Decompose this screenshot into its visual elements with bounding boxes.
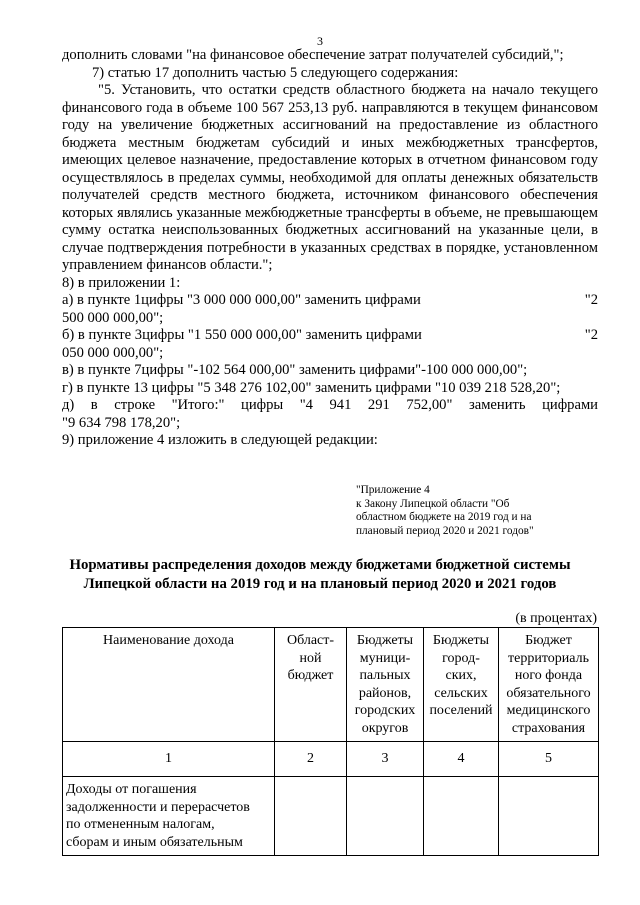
header-regional-budget (275, 628, 347, 742)
subitem-v: в) в пункте 7цифры "-102 564 000,00" заменить цифрами"-100 000 000,00"; (62, 362, 528, 378)
unit-note: (в процентах) (515, 611, 597, 626)
header-municipal-budgets (347, 628, 424, 742)
title-line: Нормативы распределения доходов между бюджетами бюджетной системы (69, 557, 571, 573)
paragraph-item-9: 9) приложение 4 изложить в следующей редакции: (62, 432, 378, 448)
empty-cell (499, 777, 599, 856)
appendix-line: плановый период 2020 и 2021 годов" (356, 524, 534, 537)
subitem-a (62, 292, 598, 310)
table-row (63, 777, 599, 856)
header-text: Бюджет территориаль ного фонда обязательного медицинского страхования (506, 633, 591, 736)
header-text: Бюджеты город- ских, сельских поселений (429, 633, 493, 718)
paragraph-item-8: 8) в приложении 1: (62, 274, 181, 291)
subitem-d: д) в строке "Итого:" цифры "4 941 291 752,00" заменить цифрами (62, 397, 598, 413)
subitem-g: г) в пункте 13 цифры "5 348 276 102,00" заменить цифрами "10 039 218 528,20"; (62, 379, 561, 396)
header-medical-insurance-fund (499, 628, 599, 742)
income-name-cell (63, 777, 275, 856)
subitem-a-cont: 500 000 000,00"; (62, 309, 164, 326)
table-title (40, 556, 600, 594)
column-number: 2 (275, 742, 347, 777)
table-header-row (63, 628, 599, 742)
paragraph-continuation: дополнить словами "на финансовое обеспечение затрат получателей субсидий,"; (62, 47, 564, 63)
empty-cell (347, 777, 424, 856)
column-number: 5 (499, 742, 599, 777)
header-text: Област- ной бюджет (286, 633, 335, 683)
subitem-b-cont: 050 000 000,00"; (62, 344, 164, 361)
appendix-line: областном бюджете на 2019 год и на (356, 511, 532, 524)
paragraph-part-5: "5. Установить, что остатки средств областного бюджета на начало текущего финансового года в объеме 100 567 253,13 руб. направляются в текущем финансовом году на увеличение бюджетных ассигнований на предоставление из областного бюджета местным бюджетам субсидий и иных межбюджетных трансфертов, имеющих целевое назначение, предоставление которых в отчетном финансовом году осуществлялось в пределах суммы, необходимой для оплаты денежных обязательств получателей средств местного бюджета, источником финансового обеспечения которых являлись указанные межбюджетные трансферты в объеме, не превышающем сумму остатка неиспользованных бюджетных ассигнований на указанные цели, в случае подтверждения потребности в указанных средствах в порядке, установленном управлением финансов области."; (62, 82, 598, 273)
empty-cell (275, 777, 347, 856)
page-number: 3 (317, 34, 323, 48)
table-number-row (63, 742, 599, 777)
subitem-a-text: а) в пункте 1цифры "3 000 000 000,00" заменить цифрами (62, 292, 421, 308)
appendix-line: "Приложение 4 (356, 484, 430, 496)
column-number: 4 (424, 742, 499, 777)
document-body (62, 47, 598, 450)
paragraph-item-7: 7) статью 17 дополнить частью 5 следующего содержания: (92, 64, 459, 81)
header-text: Бюджеты муници- пальных районов, городских округов (354, 633, 416, 736)
subitem-b-tail: "2 (584, 327, 598, 343)
empty-cell (424, 777, 499, 856)
subitem-a-tail: "2 (584, 292, 598, 308)
distribution-table (62, 627, 599, 856)
income-name: Доходы от погашения задолженности и перерасчетов по отмененным налогам, сборам и иным обязательным (66, 782, 250, 850)
column-number: 1 (63, 742, 275, 777)
subitem-b (62, 327, 598, 345)
appendix-line: к Закону Липецкой области "Об (356, 497, 510, 510)
header-text: Наименование дохода (103, 633, 234, 648)
header-settlement-budgets (424, 628, 499, 742)
column-number: 3 (347, 742, 424, 777)
subitem-d-cont: "9 634 798 178,20"; (62, 414, 181, 431)
subitem-b-text: б) в пункте 3цифры "1 550 000 000,00" заменить цифрами (62, 327, 422, 343)
header-income-name (63, 628, 275, 742)
appendix-note (356, 484, 596, 538)
title-line: Липецкой области на 2019 год и на плановый период 2020 и 2021 годов (83, 576, 557, 592)
